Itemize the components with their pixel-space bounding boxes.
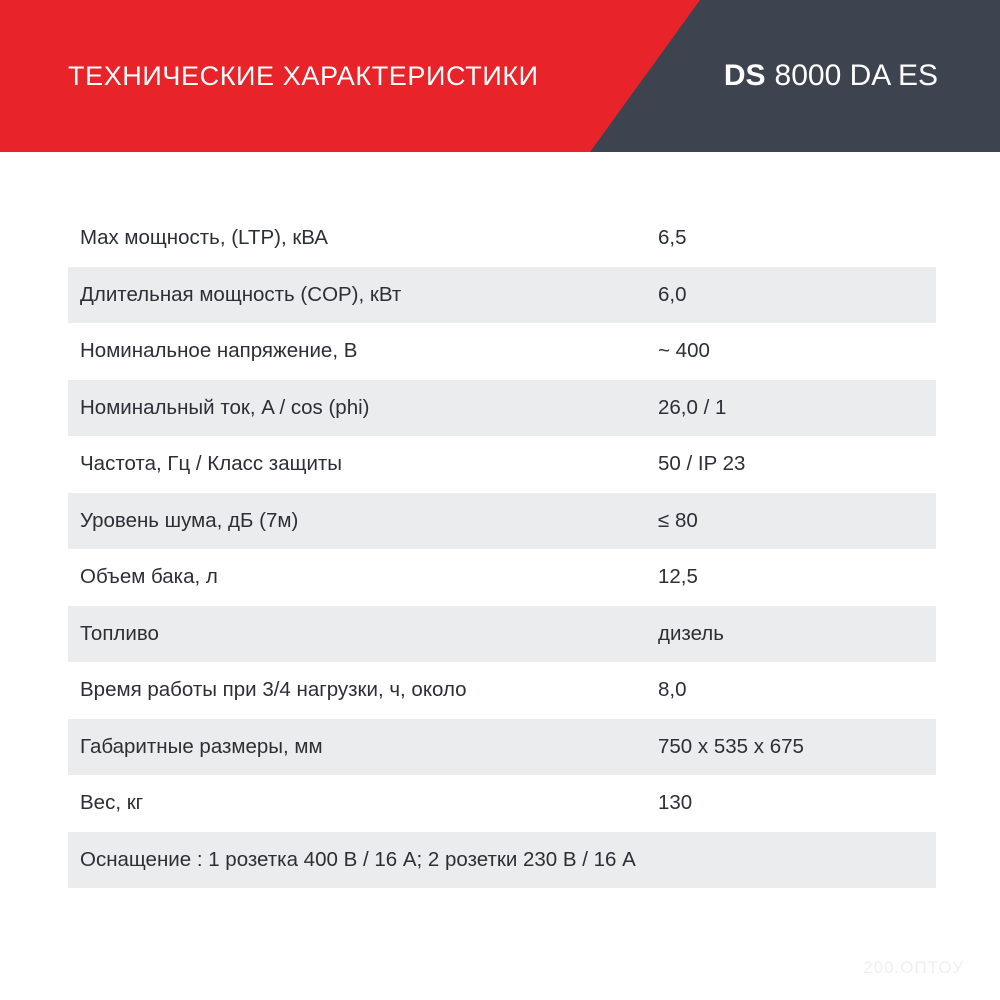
watermark: 200.ОПТОУ — [863, 958, 964, 977]
spec-label: Частота, Гц / Класс защиты — [80, 452, 343, 476]
spec-label: Объем бака, л — [80, 565, 218, 589]
page-header — [0, 0, 1000, 152]
table-row — [68, 775, 936, 832]
spec-label: Вес, кг — [80, 791, 144, 815]
spec-value: ~ 400 — [658, 339, 710, 363]
spec-value: 8,0 — [658, 678, 687, 702]
spec-label: Номинальное напряжение, В — [80, 339, 358, 363]
spec-value: 6,5 — [658, 226, 687, 250]
table-row — [68, 323, 936, 380]
spec-value: 750 x 535 x 675 — [658, 734, 804, 758]
table-row — [68, 380, 936, 437]
table-row — [68, 436, 936, 493]
spec-value: 26,0 / 1 — [658, 395, 727, 419]
spec-table — [68, 210, 936, 888]
page-title: ТЕХНИЧЕСКИЕ ХАРАКТЕРИСТИКИ — [68, 60, 539, 91]
spec-label: Топливо — [80, 621, 159, 645]
model-number: 8000 DA ES — [774, 59, 938, 92]
spec-value: дизель — [658, 621, 724, 645]
spec-value: 130 — [658, 791, 693, 815]
table-row — [68, 719, 936, 776]
table-row-equipment — [68, 832, 936, 889]
table-row — [68, 606, 936, 663]
spec-label: Max мощность, (LTP), кВА — [80, 226, 328, 250]
spec-value: 6,0 — [658, 282, 687, 306]
table-row — [68, 662, 936, 719]
model-name — [724, 0, 938, 152]
model-brand: DS — [723, 59, 766, 92]
table-row — [68, 267, 936, 324]
table-row — [68, 493, 936, 550]
spec-value: 50 / IP 23 — [658, 452, 746, 476]
table-row — [68, 549, 936, 606]
spec-value: 12,5 — [658, 565, 698, 589]
spec-label: Габаритные размеры, мм — [80, 734, 323, 758]
spec-label: Уровень шума, дБ (7м) — [80, 508, 299, 532]
table-row — [68, 210, 936, 267]
spec-label: Номинальный ток, A / cos (phi) — [80, 395, 370, 419]
spec-label: Длительная мощность (COP), кВт — [80, 282, 402, 306]
equipment-text: Оснащение : 1 розетка 400 В / 16 A; 2 розетки 230 В / 16 A — [80, 847, 636, 871]
spec-label: Время работы при 3/4 нагрузки, ч, около — [80, 678, 467, 702]
spec-value: ≤ 80 — [658, 508, 698, 532]
